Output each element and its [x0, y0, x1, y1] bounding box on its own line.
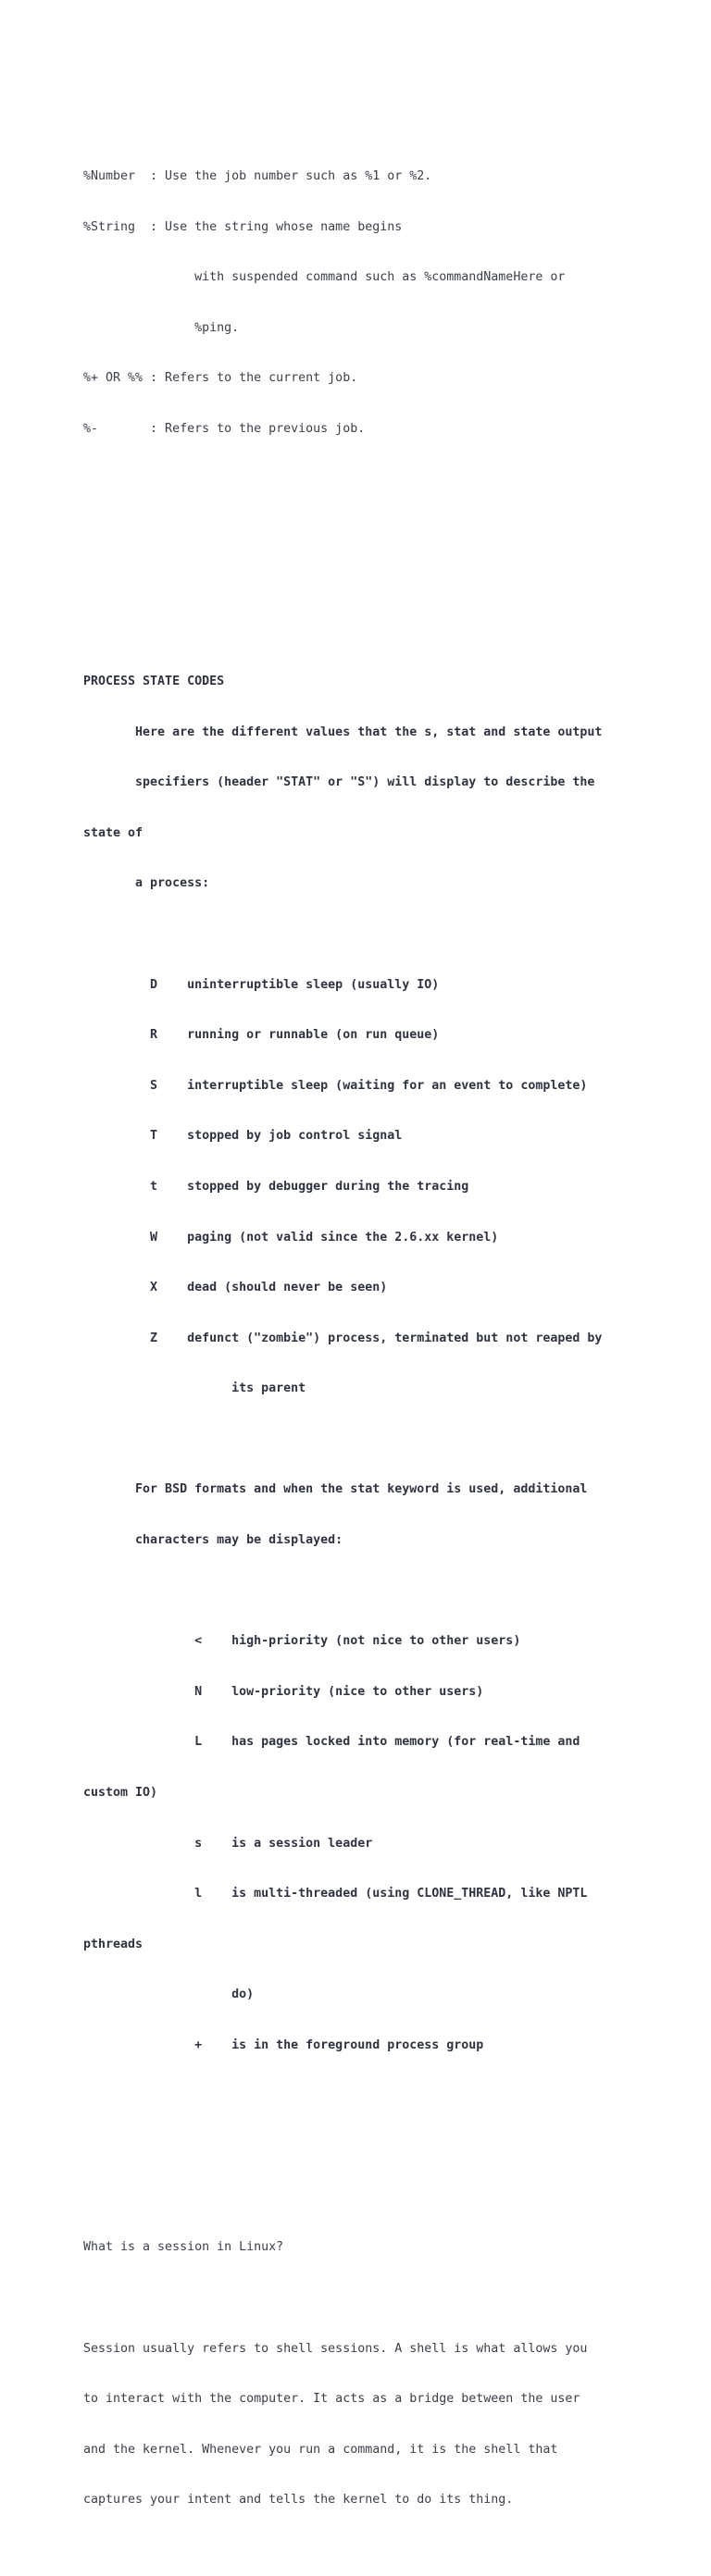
- state-code-line: T stopped by job control signal: [83, 1129, 403, 1144]
- job-spec-line: %ping.: [83, 320, 240, 335]
- state-code-line: X dead (should never be seen): [83, 1281, 388, 1295]
- spacer: [83, 1431, 704, 1448]
- spacer: [83, 522, 704, 539]
- bsd-code-line: N low-priority (nice to other users): [83, 1684, 484, 1699]
- intro-line: Here are the different values that the s, stat and state output: [83, 724, 603, 739]
- spacer: [83, 1583, 704, 1600]
- state-code-line: D uninterruptible sleep (usually IO): [83, 977, 440, 992]
- state-code-line: W paging (not valid since the 2.6.xx kernel): [83, 1230, 499, 1245]
- job-spec-line: %- : Refers to the previous job.: [83, 421, 366, 436]
- state-code-line: its parent: [83, 1381, 306, 1396]
- state-code-line: S interruptible sleep (waiting for an event to complete): [83, 1078, 588, 1093]
- bsd-intro-line: characters may be displayed:: [83, 1533, 343, 1548]
- job-spec-line: %+ OR %% : Refers to the current job.: [83, 371, 358, 386]
- spacer: [83, 573, 704, 589]
- job-spec-block: [83, 135, 704, 472]
- bsd-code-line: pthreads: [83, 1937, 143, 1951]
- session-answer-line: captures your intent and tells the kernel to do its thing.: [83, 2493, 514, 2508]
- job-spec-line: %String : Use the string whose name begins: [83, 219, 403, 234]
- bsd-code-line: < high-priority (not nice to other users): [83, 1634, 521, 1649]
- spacer: [83, 926, 704, 943]
- intro-line: specifiers (header "STAT" or "S") will display to describe the: [83, 775, 595, 790]
- job-spec-line: with suspended command such as %commandNameHere or: [83, 270, 566, 285]
- state-code-line: t stopped by debugger during the tracing: [83, 1179, 469, 1194]
- bsd-code-line: custom IO): [83, 1786, 158, 1801]
- process-state-section: [83, 640, 704, 2088]
- section-heading: PROCESS STATE CODES: [83, 674, 225, 688]
- bsd-code-line: l is multi-threaded (using CLONE_THREAD, like NPTL: [83, 1887, 588, 1901]
- state-code-line: R running or runnable (on run queue): [83, 1028, 440, 1043]
- bsd-code-line: s is a session leader: [83, 1836, 373, 1851]
- session-section: [83, 2206, 704, 2543]
- intro-line: state of: [83, 825, 143, 840]
- session-answer-line: to interact with the computer. It acts as a bridge between the user: [83, 2392, 580, 2407]
- session-question: What is a session in Linux?: [83, 2240, 284, 2255]
- bsd-code-line: L has pages locked into memory (for real-time and: [83, 1735, 580, 1750]
- session-answer-line: and the kernel. Whenever you run a command, it is the shell that: [83, 2442, 558, 2457]
- intro-line: a process:: [83, 876, 210, 891]
- document-page: [83, 84, 704, 2576]
- spacer: [83, 2290, 704, 2307]
- bsd-code-line: do): [83, 1988, 255, 2002]
- job-spec-line: %Number : Use the job number such as %1 or %2.: [83, 169, 432, 184]
- bsd-code-line: + is in the foreground process group: [83, 2038, 484, 2053]
- state-code-line: Z defunct ("zombie") process, terminated but not reaped by: [83, 1331, 603, 1345]
- session-answer-line: Session usually refers to shell sessions. A shell is what allows you: [83, 2341, 588, 2356]
- bsd-intro-line: For BSD formats and when the stat keyword is used, additional: [83, 1482, 588, 1497]
- spacer: [83, 2138, 704, 2155]
